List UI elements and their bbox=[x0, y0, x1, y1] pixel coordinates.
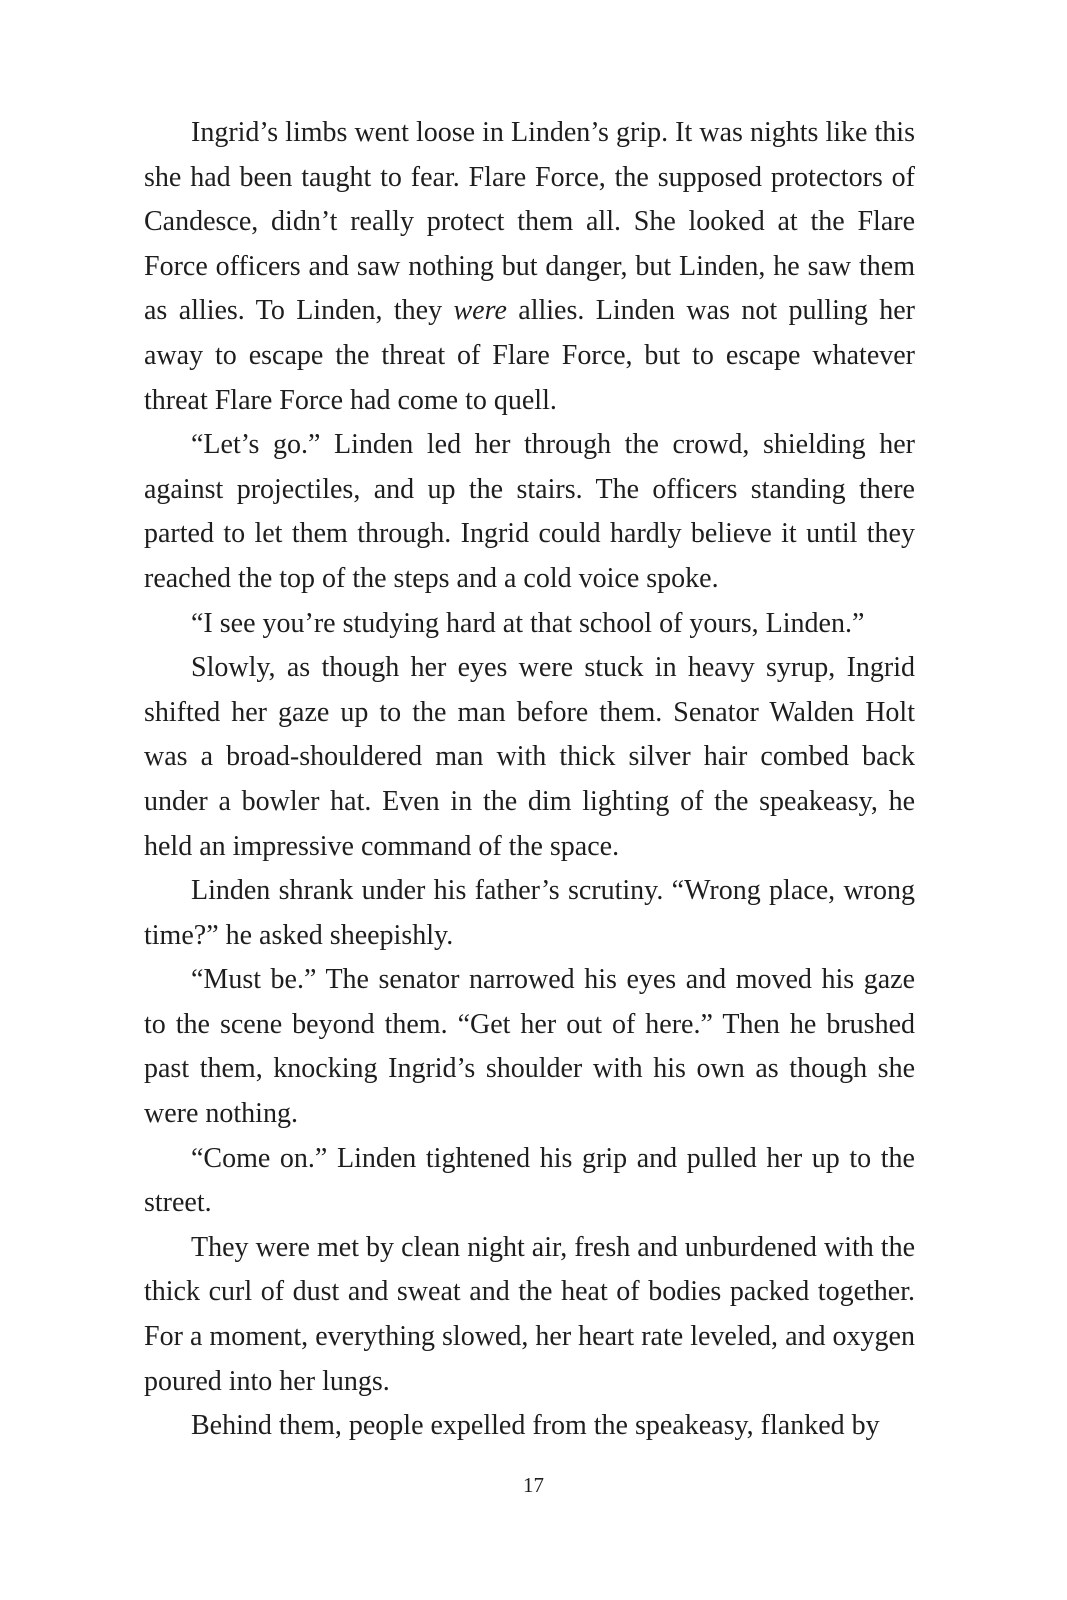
paragraph-text: They were met by clean night air, fresh and unburdened with the thick curl of dust and sweat and the heat of bodies packed together. For a moment, everything slowed, her heart rate leveled, and oxygen poured into her lungs. bbox=[144, 1231, 915, 1397]
paragraph-text: allies. Linden was not pulling her away to escape the threat of Flare Force, but to escape whatever threat Flare Force had come to quell. bbox=[144, 295, 915, 416]
paragraph bbox=[144, 1404, 915, 1449]
paragraph-text: Slowly, as though her eyes were stuck in heavy syrup, Ingrid shifted her gaze up to the man before them. Senator Walden Holt was a broad-shouldered man with thick silver hair combed back under a bowler hat. Even in the dim lighting of the speakeasy, he held an impressive command of the space. bbox=[144, 652, 915, 862]
paragraph-text: Linden shrank under his father’s scrutiny. “Wrong place, wrong time?” he asked sheepishly. bbox=[144, 875, 915, 951]
paragraph bbox=[144, 1137, 915, 1226]
paragraph-text: “Come on.” Linden tightened his grip and pulled her up to the street. bbox=[144, 1142, 915, 1219]
paragraph-text: Ingrid’s limbs went loose in Linden’s grip. It was nights like this she had been taught to fear. Flare Force, the supposed protectors of Candesce, didn’t really protect them all. She looked at the Flare Force officers and saw nothing but danger, but Linden, he saw them as allies. To Linden, they bbox=[144, 117, 915, 327]
paragraph bbox=[144, 958, 915, 1136]
paragraph-text: “Let’s go.” Linden led her through the crowd, shielding her against projectiles, and up the stairs. The officers standing there parted to let them through. Ingrid could hardly believe it until they reached the top of the steps and a cold voice spoke. bbox=[144, 429, 915, 594]
paragraph-text-italic: were bbox=[453, 295, 507, 327]
paragraph bbox=[144, 1226, 915, 1404]
paragraph bbox=[144, 646, 915, 869]
body-text bbox=[144, 111, 915, 1449]
paragraph-text: “Must be.” The senator narrowed his eyes and moved his gaze to the scene beyond them. “Get her out of here.” Then he brushed past them, knocking Ingrid’s shoulder with his own as though she were nothing. bbox=[144, 964, 915, 1130]
paragraph-text: “I see you’re studying hard at that school of yours, Linden.” bbox=[191, 607, 865, 639]
paragraph-text: Behind them, people expelled from the speakeasy, flanked by bbox=[191, 1410, 880, 1442]
page-number: 17 bbox=[523, 1473, 544, 1497]
paragraph bbox=[144, 602, 915, 647]
paragraph bbox=[144, 869, 915, 958]
paragraph bbox=[144, 423, 915, 601]
paragraph bbox=[144, 111, 915, 423]
